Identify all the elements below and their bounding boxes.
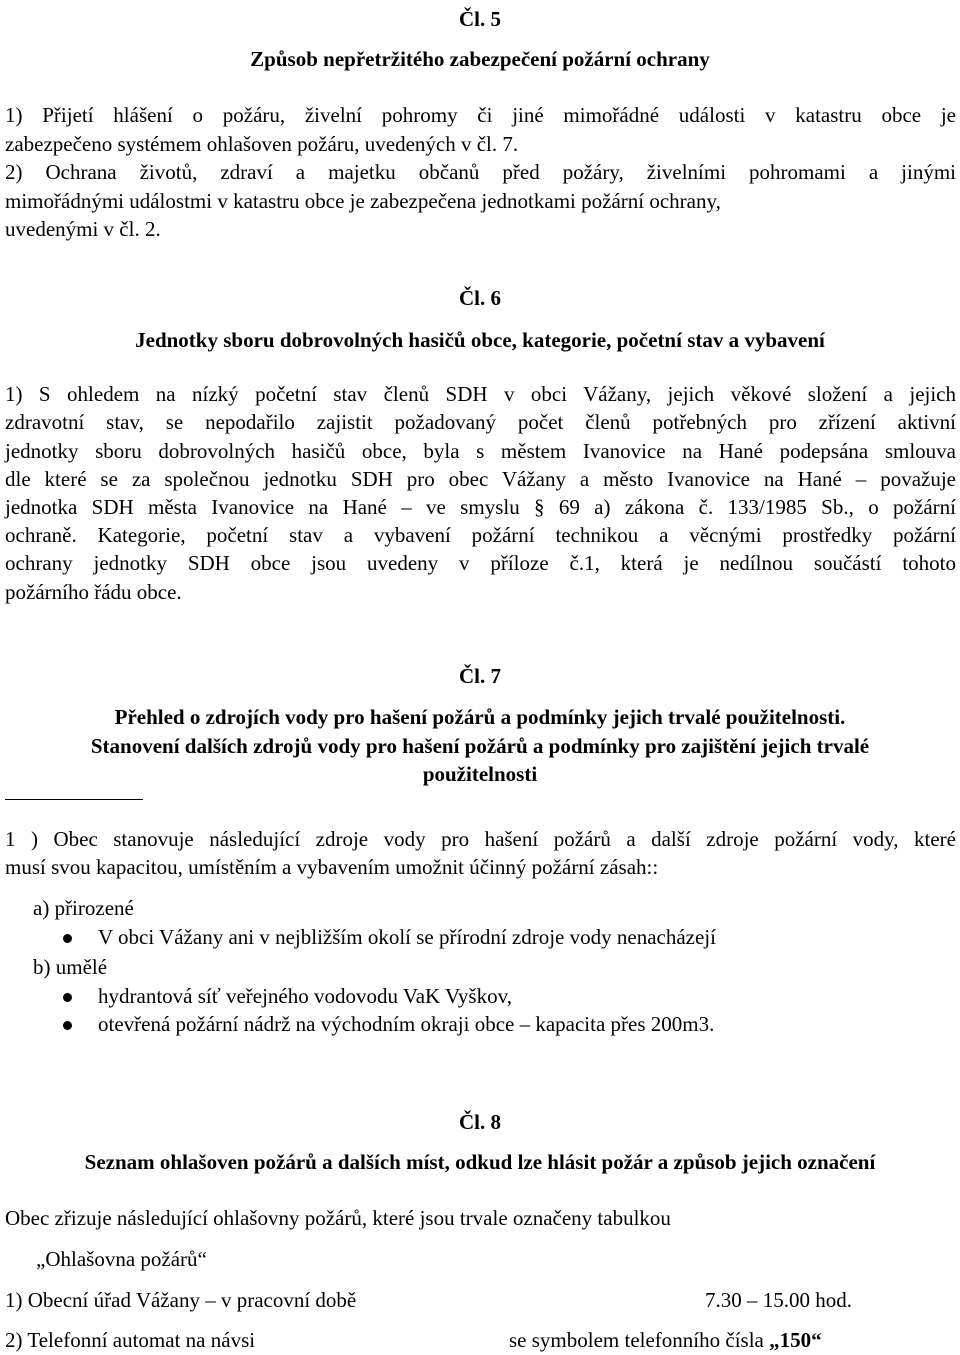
group-b-item-2: otevřená požární nádrž na východním okraji obce – kapacita přes 200m3. [98, 1012, 715, 1036]
article-6-line-1: 1) S ohledem na nízký početní stav členů SDH v obci Vážany, jejich věkové složení a jejich [5, 382, 956, 406]
emergency-number: „150“ [769, 1328, 822, 1352]
reporting-point-2-label: 2) Telefonní automat na návsi [5, 1328, 256, 1352]
reporting-point-1-hours: 7.30 – 15.00 hod. [705, 1288, 852, 1312]
article-6-heading: Čl. 6 [459, 286, 501, 310]
bullet-icon [63, 993, 72, 1002]
article-6-line-6: ochraně. Kategorie, početní stav a vybavení požární technikou a věcnými prostředky požární [5, 523, 956, 547]
bullet-icon [63, 1021, 72, 1030]
article-6-line-5: jednotka SDH města Ivanovice na Hané – ve smyslu § 69 a) zákona č. 133/1985 Sb., o požární [5, 495, 956, 519]
article-5-line-2: zabezpečeno systémem ohlašoven požáru, uvedených v čl. 7. [5, 132, 519, 156]
article-6-line-2: zdravotní stav, se nepodařilo zajistit požadovaný počet členů potřebných pro zřízení aktivní [5, 410, 956, 434]
article-5-line-5: uvedenými v čl. 2. [5, 217, 161, 241]
article-6-line-7: ochrany jednotky SDH obce jsou uvedeny v příloze č.1, která je nedílnou součástí tohoto [5, 551, 956, 575]
article-5-line-1: 1) Přijetí hlášení o požáru, živelní pohromy či jiné mimořádné události v katastru obce je [5, 103, 956, 127]
group-a-item-1: V obci Vážany ani v nejbližším okolí se přírodní zdroje vody nenacházejí [98, 925, 716, 949]
article-8-heading: Čl. 8 [459, 1110, 501, 1134]
article-7-intro-line-2: musí svou kapacitou, umístěním a vybavením umožnit účinný požární zásah:: [5, 855, 659, 879]
article-7-title-line-2: Stanovení dalších zdrojů vody pro hašení požárů a podmínky pro zajištění jejich trvalé [90, 734, 870, 758]
article-5-title: Způsob nepřetržitého zabezpečení požární ochrany [250, 47, 710, 71]
group-b-label: b) umělé [33, 955, 108, 979]
article-8-intro: Obec zřizuje následující ohlašovny požárů, které jsou trvale označeny tabulkou [5, 1206, 671, 1230]
article-5-line-3: 2) Ochrana životů, zdraví a majetku občanů před požáry, živelními pohromami a jinými [5, 160, 956, 184]
article-8-title: Seznam ohlašoven požárů a dalších míst, odkud lze hlásit požár a způsob jejich označení [84, 1150, 876, 1174]
article-8-sign: „Ohlašovna požárů“ [36, 1247, 207, 1271]
article-6-title: Jednotky sboru dobrovolných hasičů obce, kategorie, početní stav a vybavení [135, 328, 825, 352]
reporting-point-1-label: 1) Obecní úřad Vážany – v pracovní době [5, 1288, 357, 1312]
article-7-heading: Čl. 7 [459, 664, 501, 688]
article-6-line-3: jednotky sboru dobrovolných hasičů obce, byla s městem Ivanovice na Hané podepsána smlouva [5, 439, 956, 463]
footnote-rule [5, 799, 143, 800]
article-6-line-4: dle které se za společnou jednotku SDH pro obec Vážany a město Ivanovice na Hané – považuje [5, 467, 956, 491]
article-5-heading: Čl. 5 [459, 7, 501, 31]
article-7-title-line-1: Přehled o zdrojích vody pro hašení požárů a podmínky jejich trvalé použitelnosti. [114, 705, 846, 729]
reporting-point-2-text: se symbolem telefonního čísla [509, 1328, 770, 1352]
article-6-line-8: požárního řádu obce. [5, 580, 182, 604]
group-b-item-1: hydrantová síť veřejného vodovodu VaK Vyškov, [98, 984, 512, 1008]
article-7-intro-line-1: 1 ) Obec stanovuje následující zdroje vody pro hašení požárů a další zdroje požární vody, které [5, 827, 956, 851]
bullet-icon [63, 934, 72, 943]
article-7-title-line-3: použitelnosti [422, 762, 538, 786]
article-5-line-4: mimořádnými událostmi v katastru obce je zabezpečena jednotkami požární ochrany, [5, 189, 721, 213]
reporting-point-2-value [509, 1326, 822, 1355]
group-a-label: a) přirozené [33, 896, 134, 920]
